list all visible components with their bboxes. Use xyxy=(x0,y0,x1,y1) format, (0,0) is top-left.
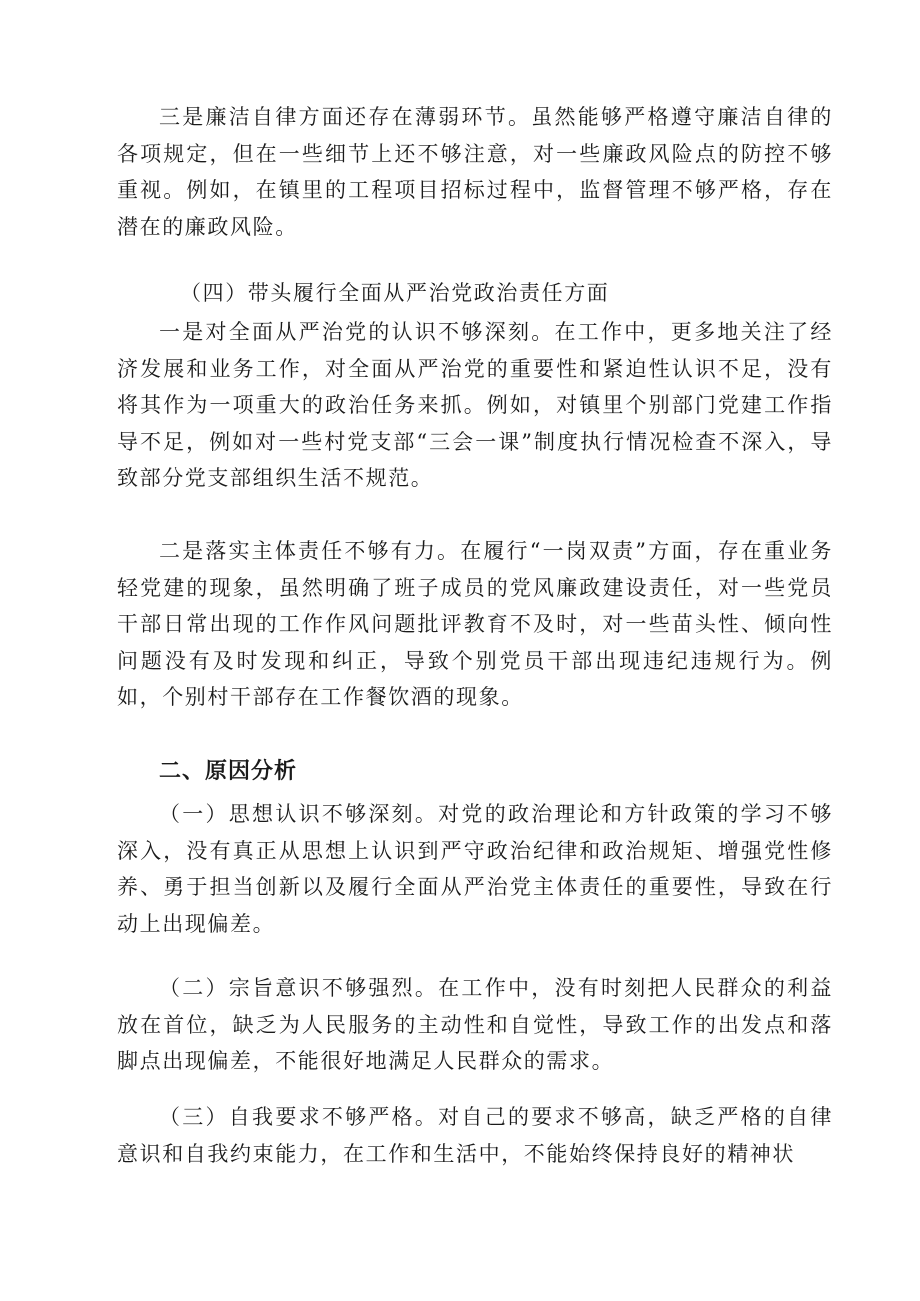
paragraph-cause-2: （二）宗旨意识不够强烈。在工作中，没有时刻把人民群众的利益放在首位，缺乏为人民服务的主动性和自觉性，导致工作的出发点和落脚点出现偏差，不能很好地满足人民群众的需求。 xyxy=(117,976,833,1074)
paragraph-integrity-weakness: 三是廉洁自律方面还存在薄弱环节。虽然能够严格遵守廉洁自律的各项规定，但在一些细节上还不够注意，对一些廉政风险点的防控不够重视。例如，在镇里的工程项目招标过程中，监督管理不够严格，存在潜在的廉政风险。 xyxy=(117,105,833,239)
paragraph-understanding-not-deep: 一是对全面从严治党的认识不够深刻。在工作中，更多地关注了经济发展和业务工作，对全面从严治党的重要性和紧迫性认识不足，没有将其作为一项重大的政治任务来抓。例如，对镇里个别部门党建工作指导不足，例如对一些村党支部“三会一课”制度执行情况检查不深入，导致部分党支部组织生活不规范。 xyxy=(117,320,833,491)
paragraph-cause-1: （一）思想认识不够深刻。对党的政治理论和方针政策的学习不够深入，没有真正从思想上认识到严守政治纪律和政治规矩、增强党性修养、勇于担当创新以及履行全面从严治党主体责任的重要性，导致在行动上出现偏差。 xyxy=(117,802,833,936)
paragraph-cause-3: （三）自我要求不够严格。对自己的要求不够高，缺乏严格的自律意识和自我约束能力，在工作和生活中，不能始终保持良好的精神状 xyxy=(117,1105,833,1166)
section-title-cause-analysis: 二、原因分析 xyxy=(159,759,298,784)
subheading-section-4: （四）带头履行全面从严治党政治责任方面 xyxy=(180,281,610,305)
paragraph-responsibility-not-strong: 二是落实主体责任不够有力。在履行“一岗双责”方面，存在重业务轻党建的现象，虽然明确了班子成员的党风廉政建设责任，对一些党员干部日常出现的工作作风问题批评教育不及时，对一些苗头性、倾向性问题没有及时发现和纠正，导致个别党员干部出现违纪违规行为。例如，个别村干部存在工作餐饮酒的现象。 xyxy=(117,539,833,710)
